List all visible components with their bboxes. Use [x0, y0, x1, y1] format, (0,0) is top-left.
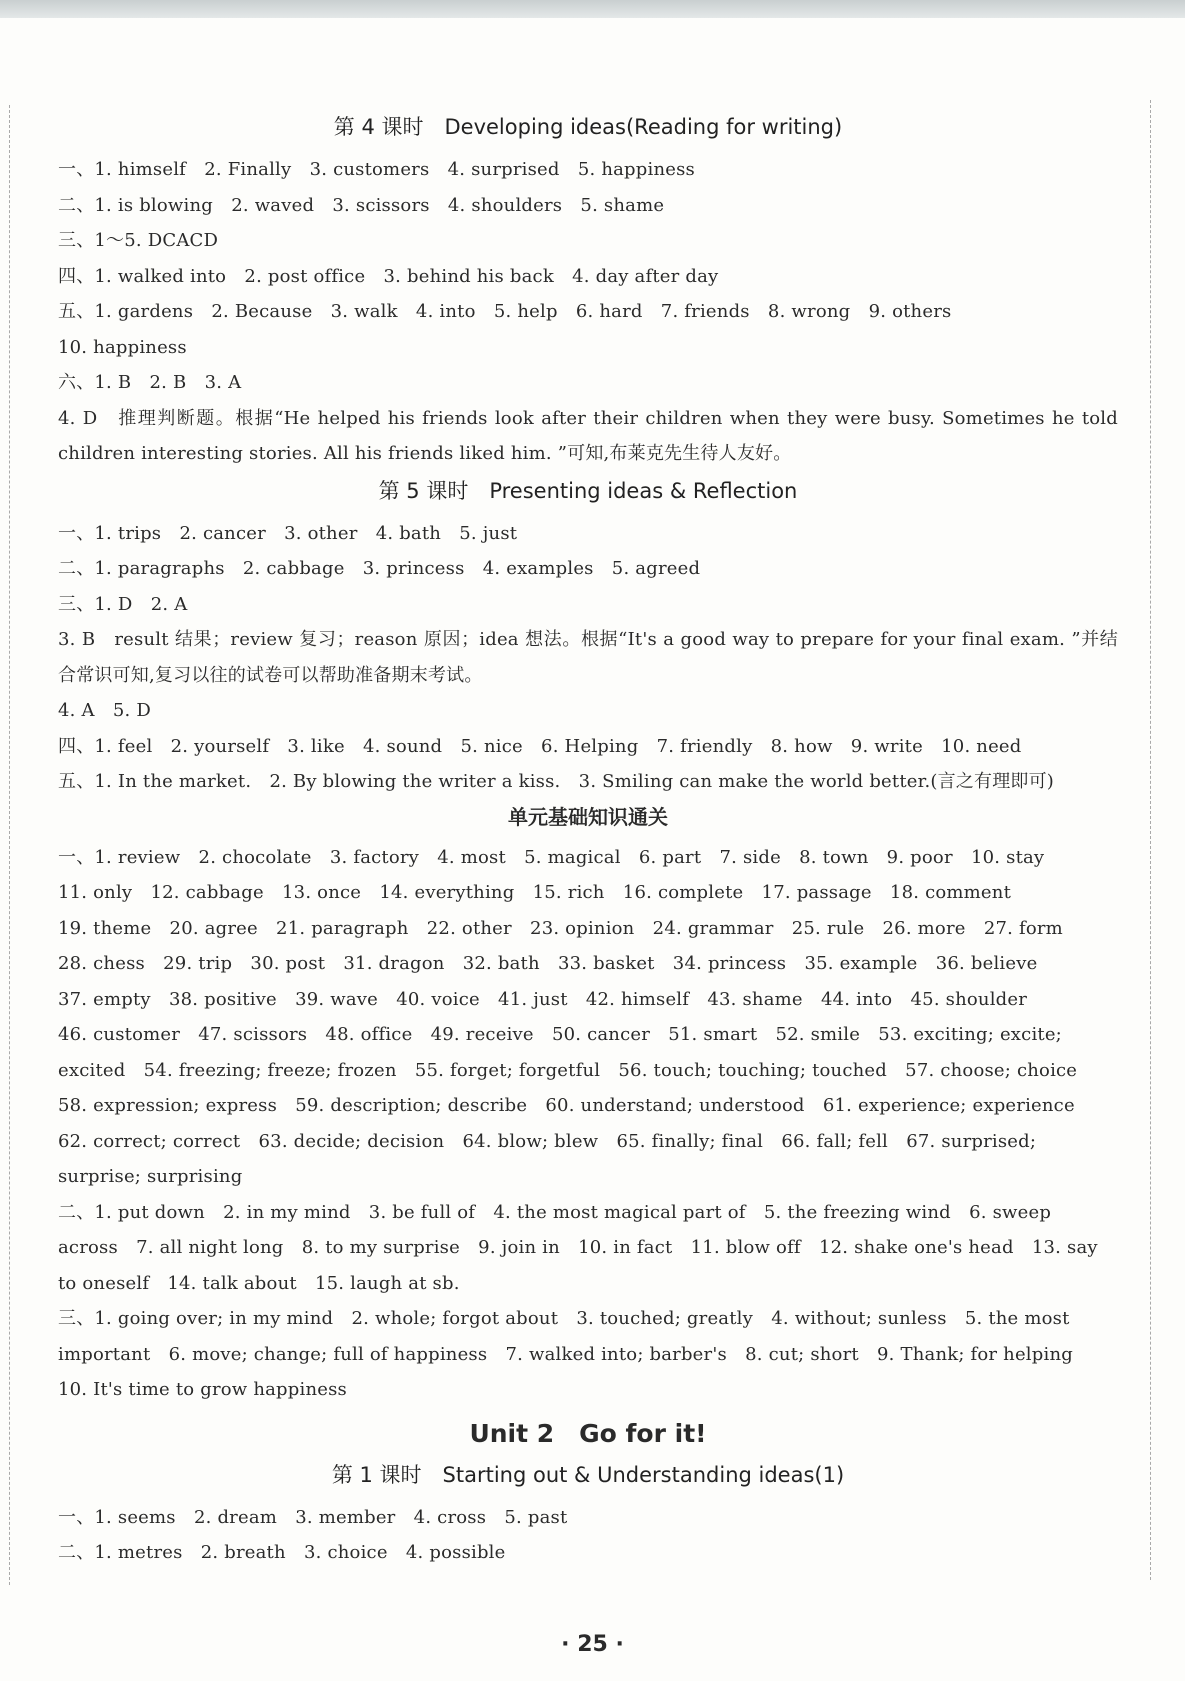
- answer-line: 二、1. is blowing 2. waved 3. scissors 4. shoulders 5. shame: [58, 194, 665, 216]
- answer-line: 一、1. trips 2. cancer 3. other 4. bath 5. just: [58, 522, 518, 544]
- answer-line: 10. happiness: [58, 336, 187, 358]
- answer-line: 四、1. feel 2. yourself 3. like 4. sound 5. nice 6. Helping 7. friendly 8. how 9. write 10. need: [58, 735, 1022, 757]
- answer-line: 10. It's time to grow happiness: [58, 1379, 347, 1400]
- answer-line: 19. theme 20. agree 21. paragraph 22. other 23. opinion 24. grammar 25. rule 26. more 27. form: [58, 917, 1063, 939]
- answer-line: 三、1. going over; in my mind 2. whole; forgot about 3. touched; greatly 4. without; sunless 5. the most: [58, 1308, 1070, 1329]
- answer-line: 4. A 5. D: [58, 700, 152, 721]
- answer-line: 58. expression; express 59. description; describe 60. understand; understood 61. experience; experience: [58, 1095, 1075, 1116]
- answer-line: 28. chess 29. trip 30. post 31. dragon 32. bath 33. basket 34. princess 35. example 36. believe: [58, 953, 1038, 974]
- answer-line: 11. only 12. cabbage 13. once 14. everything 15. rich 16. complete 17. passage 18. comment: [58, 882, 1012, 903]
- section-title-unit2-lesson-1: 第 1 课时 Starting out & Understanding ideas(1): [331, 1462, 845, 1487]
- answer-line: across 7. all night long 8. to my surprise 9. join in 10. in fact 11. blow off 12. shake one's head 13. say: [58, 1237, 1098, 1258]
- answer-line: 37. empty 38. positive 39. wave 40. voice 41. just 42. himself 43. shame 44. into 45. shoulder: [58, 988, 1028, 1010]
- answer-line: 二、1. put down 2. in my mind 3. be full of 4. the most magical part of 5. the freezing wind 6. sweep: [58, 1201, 1052, 1223]
- answer-line: 六、1. B 2. B 3. A: [58, 372, 242, 393]
- answer-line: 一、1. himself 2. Finally 3. customers 4. surprised 5. happiness: [58, 159, 695, 180]
- answer-line: 62. correct; correct 63. decide; decision 64. blow; blew 65. finally; final 66. fall; fell 67. surprised;: [58, 1130, 1037, 1152]
- answer-line: surprise; surprising: [58, 1166, 243, 1187]
- answer-line: 四、1. walked into 2. post office 3. behind his back 4. day after day: [58, 265, 719, 287]
- answer-explanation: 3. B result 结果；review 复习；reason 原因；idea 想法。根据“It's a good way to prepare for your final exam. ”并结合常识可知,复习以往的试卷可以帮助准备期末考试。: [58, 629, 1118, 686]
- section-title-lesson-4: 第 4 课时 Developing ideas(Reading for writing): [333, 115, 843, 139]
- answer-line: 二、1. paragraphs 2. cabbage 3. princess 4. examples 5. agreed: [58, 558, 701, 579]
- answer-line: 一、1. seems 2. dream 3. member 4. cross 5. past: [58, 1506, 568, 1528]
- answer-line: 二、1. metres 2. breath 3. choice 4. possible: [58, 1542, 506, 1563]
- right-margin-guide: [1150, 100, 1151, 1580]
- section-title-unit-review: 单元基础知识通关: [508, 804, 668, 829]
- answer-key-content: [58, 108, 1118, 1571]
- answer-line: 三、1. D 2. A: [58, 593, 188, 615]
- page-number: · 25 ·: [561, 1632, 624, 1657]
- answer-line: to oneself 14. talk about 15. laugh at sb.: [58, 1272, 460, 1294]
- section-title-lesson-5: 第 5 课时 Presenting ideas & Reflection: [378, 478, 798, 503]
- answer-line: 五、1. In the market. 2. By blowing the writer a kiss. 3. Smiling can make the world better.(言之有理即可): [58, 771, 1055, 792]
- answer-line: 一、1. review 2. chocolate 3. factory 4. most 5. magical 6. part 7. side 8. town 9. poor 10. stay: [58, 846, 1045, 868]
- answer-explanation: 4. D 推理判断题。根据“He helped his friends look after their children when they were busy. Sometimes he told children interesting stories. All his friends liked him. ”可知,布莱克先生待人友好。: [58, 407, 1118, 464]
- left-margin-guide: [9, 105, 10, 1585]
- answer-line: 五、1. gardens 2. Because 3. walk 4. into 5. help 6. hard 7. friends 8. wrong 9. others: [58, 301, 952, 322]
- answer-line: important 6. move; change; full of happiness 7. walked into; barber's 8. cut; short 9. Thank; for helping: [58, 1343, 1073, 1365]
- answer-line: 46. customer 47. scissors 48. office 49. receive 50. cancer 51. smart 52. smile 53. exciting; excite;: [58, 1024, 1062, 1045]
- unit-2-title: Unit 2 Go for it!: [469, 1418, 707, 1448]
- scan-top-band: [0, 0, 1185, 18]
- answer-line: excited 54. freezing; freeze; frozen 55. forget; forgetful 56. touch; touching; touched 57. choose; choice: [58, 1059, 1078, 1081]
- answer-line: 三、1～5. DCACD: [58, 230, 219, 251]
